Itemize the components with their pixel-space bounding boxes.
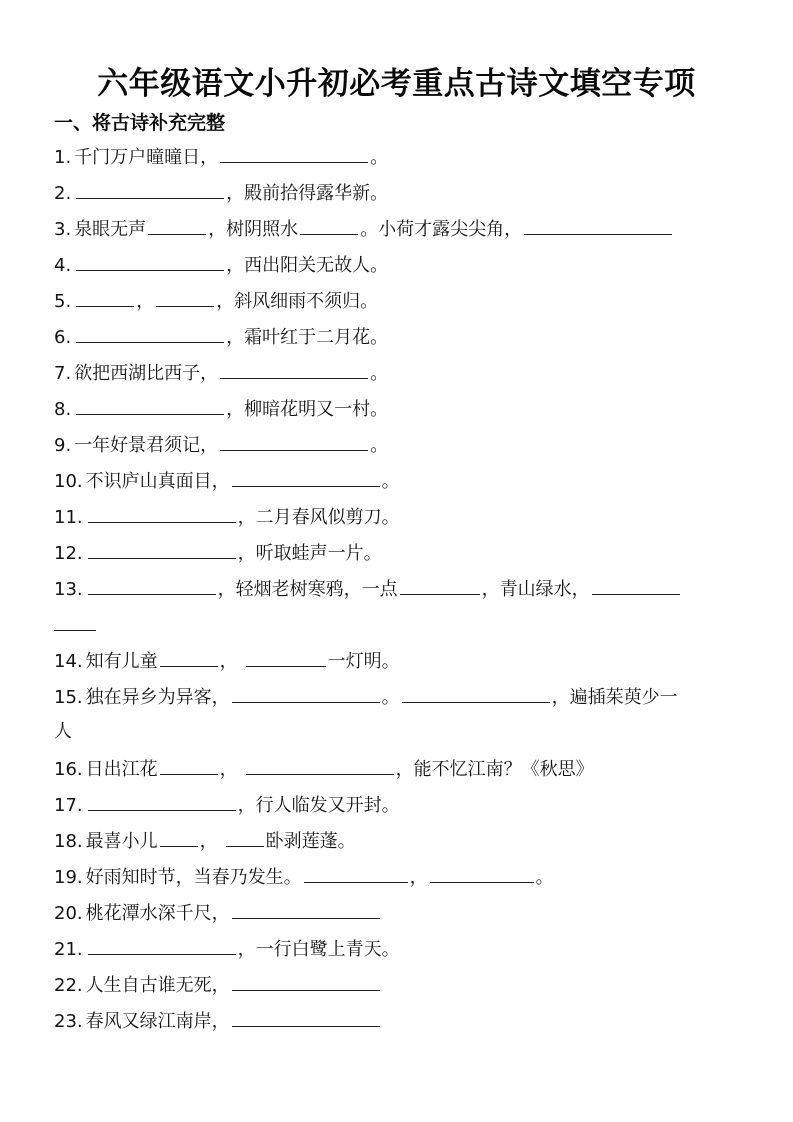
question-text: 春风又绿江南岸， xyxy=(85,1011,230,1032)
question-text: 人生自古谁无死， xyxy=(85,975,230,996)
question-text: ，斜风细雨不须归。 xyxy=(216,291,379,312)
question-14 xyxy=(54,648,400,674)
question-text: ， xyxy=(136,291,155,312)
question-text: ，行人临发又开封。 xyxy=(237,795,400,816)
question-text: 泉眼无声 xyxy=(74,219,147,240)
question-text: ，二月春风似剪刀。 xyxy=(237,507,400,528)
question-number: 5. xyxy=(54,291,72,312)
answer-blank[interactable] xyxy=(246,756,394,775)
question-15-continued xyxy=(54,720,72,744)
question-text: 。 xyxy=(535,867,554,888)
answer-blank[interactable] xyxy=(160,756,218,775)
question-23 xyxy=(54,1008,382,1034)
question-20 xyxy=(54,900,382,926)
question-text: 日出江花 xyxy=(85,759,158,780)
question-11 xyxy=(54,504,400,530)
answer-blank[interactable] xyxy=(232,972,380,991)
question-text: ， xyxy=(219,651,238,672)
answer-blank[interactable] xyxy=(232,684,380,703)
question-13 xyxy=(54,576,682,602)
question-number: 1. xyxy=(54,147,72,168)
question-text: ， xyxy=(409,867,428,888)
answer-blank[interactable] xyxy=(148,216,206,235)
question-text: ，殿前拾得露华新。 xyxy=(226,183,389,204)
question-16 xyxy=(54,756,594,782)
question-text: ，树阴照水 xyxy=(208,219,299,240)
question-number: 9. xyxy=(54,435,72,456)
answer-blank[interactable] xyxy=(592,576,680,595)
answer-blank[interactable] xyxy=(76,324,224,343)
question-text: 不识庐山真面目， xyxy=(85,471,230,492)
question-7 xyxy=(54,360,388,386)
answer-blank[interactable] xyxy=(220,432,368,451)
answer-blank[interactable] xyxy=(226,828,264,847)
question-number: 19. xyxy=(54,867,83,888)
question-number: 21. xyxy=(54,939,83,960)
answer-blank[interactable] xyxy=(76,288,134,307)
question-4 xyxy=(54,252,388,278)
answer-blank[interactable] xyxy=(524,216,672,235)
question-number: 12. xyxy=(54,543,83,564)
question-text: ，能不忆江南？《秋思》 xyxy=(395,759,594,780)
question-number: 20. xyxy=(54,903,83,924)
question-text: ，西出阳关无故人。 xyxy=(226,255,389,276)
question-text: ，遍插茱萸少一 xyxy=(551,687,678,708)
question-text: 。 xyxy=(370,147,389,168)
answer-blank[interactable] xyxy=(232,1008,380,1027)
answer-blank[interactable] xyxy=(88,936,236,955)
question-number: 8. xyxy=(54,399,72,420)
answer-blank[interactable] xyxy=(88,540,236,559)
question-number: 11. xyxy=(54,507,83,528)
question-2 xyxy=(54,180,388,206)
question-text: 卧剥莲蓬。 xyxy=(265,831,356,852)
answer-blank[interactable] xyxy=(232,468,380,487)
answer-blank[interactable] xyxy=(220,144,368,163)
answer-blank[interactable] xyxy=(88,576,216,595)
question-text: 一灯明。 xyxy=(327,651,400,672)
answer-blank[interactable] xyxy=(232,900,380,919)
answer-blank-continued[interactable] xyxy=(54,612,96,631)
question-text: 最喜小儿 xyxy=(85,831,158,852)
question-number: 3. xyxy=(54,219,72,240)
question-text: ，霜叶红于二月花。 xyxy=(226,327,389,348)
question-number: 14. xyxy=(54,651,83,672)
question-6 xyxy=(54,324,388,350)
question-text: ，轻烟老树寒鸦，一点 xyxy=(217,579,398,600)
question-9 xyxy=(54,432,388,458)
question-text: 。 xyxy=(381,471,400,492)
answer-blank[interactable] xyxy=(304,864,408,883)
question-text: ，一行白鹭上青天。 xyxy=(237,939,400,960)
question-text: ， xyxy=(199,831,218,852)
section-heading: 一、将古诗补充完整 xyxy=(54,112,226,134)
question-12 xyxy=(54,540,382,566)
question-text: 桃花潭水深千尺， xyxy=(85,903,230,924)
question-text: 。 xyxy=(370,435,389,456)
question-number: 13. xyxy=(54,579,83,600)
question-5 xyxy=(54,288,378,314)
answer-blank[interactable] xyxy=(76,180,224,199)
question-text: 好雨知时节，当春乃发生。 xyxy=(85,867,302,888)
answer-blank[interactable] xyxy=(430,864,534,883)
question-10 xyxy=(54,468,400,494)
question-21 xyxy=(54,936,400,962)
answer-blank[interactable] xyxy=(156,288,214,307)
question-number: 17. xyxy=(54,795,83,816)
question-number: 23. xyxy=(54,1011,83,1032)
question-13-continued xyxy=(54,612,98,638)
question-number: 22. xyxy=(54,975,83,996)
question-18 xyxy=(54,828,356,854)
question-8 xyxy=(54,396,388,422)
answer-blank[interactable] xyxy=(300,216,358,235)
question-15 xyxy=(54,684,678,710)
question-text: ，听取蛙声一片。 xyxy=(237,543,382,564)
question-3 xyxy=(54,216,674,242)
question-text: 一年好景君须记， xyxy=(74,435,219,456)
question-text: 人 xyxy=(54,721,72,742)
answer-blank[interactable] xyxy=(220,360,368,379)
question-1 xyxy=(54,144,388,170)
question-number: 15. xyxy=(54,687,83,708)
answer-blank[interactable] xyxy=(400,576,480,595)
question-text: 。 xyxy=(370,363,389,384)
question-number: 16. xyxy=(54,759,83,780)
question-number: 2. xyxy=(54,183,72,204)
question-17 xyxy=(54,792,400,818)
question-number: 18. xyxy=(54,831,83,852)
answer-blank[interactable] xyxy=(88,504,236,523)
question-text: 知有儿童 xyxy=(85,651,158,672)
question-number: 10. xyxy=(54,471,83,492)
question-text: 独在异乡为异客， xyxy=(85,687,230,708)
answer-blank[interactable] xyxy=(76,252,224,271)
answer-blank[interactable] xyxy=(160,828,198,847)
question-number: 4. xyxy=(54,255,72,276)
question-text: ，柳暗花明又一村。 xyxy=(226,399,389,420)
question-number: 7. xyxy=(54,363,72,384)
question-19 xyxy=(54,864,554,890)
answer-blank[interactable] xyxy=(402,684,550,703)
page-title: 六年级语文小升初必考重点古诗文填空专项 xyxy=(97,66,696,102)
question-22 xyxy=(54,972,382,998)
answer-blank[interactable] xyxy=(246,648,326,667)
question-text: 欲把西湖比西子， xyxy=(74,363,219,384)
answer-blank[interactable] xyxy=(76,396,224,415)
question-number: 6. xyxy=(54,327,72,348)
question-text: 千门万户曈曈日， xyxy=(74,147,219,168)
question-text: ，青山绿水， xyxy=(481,579,590,600)
answer-blank[interactable] xyxy=(160,648,218,667)
question-text: ， xyxy=(219,759,238,780)
question-text: 。小荷才露尖尖角， xyxy=(360,219,523,240)
answer-blank[interactable] xyxy=(88,792,236,811)
question-text: 。 xyxy=(381,687,400,708)
